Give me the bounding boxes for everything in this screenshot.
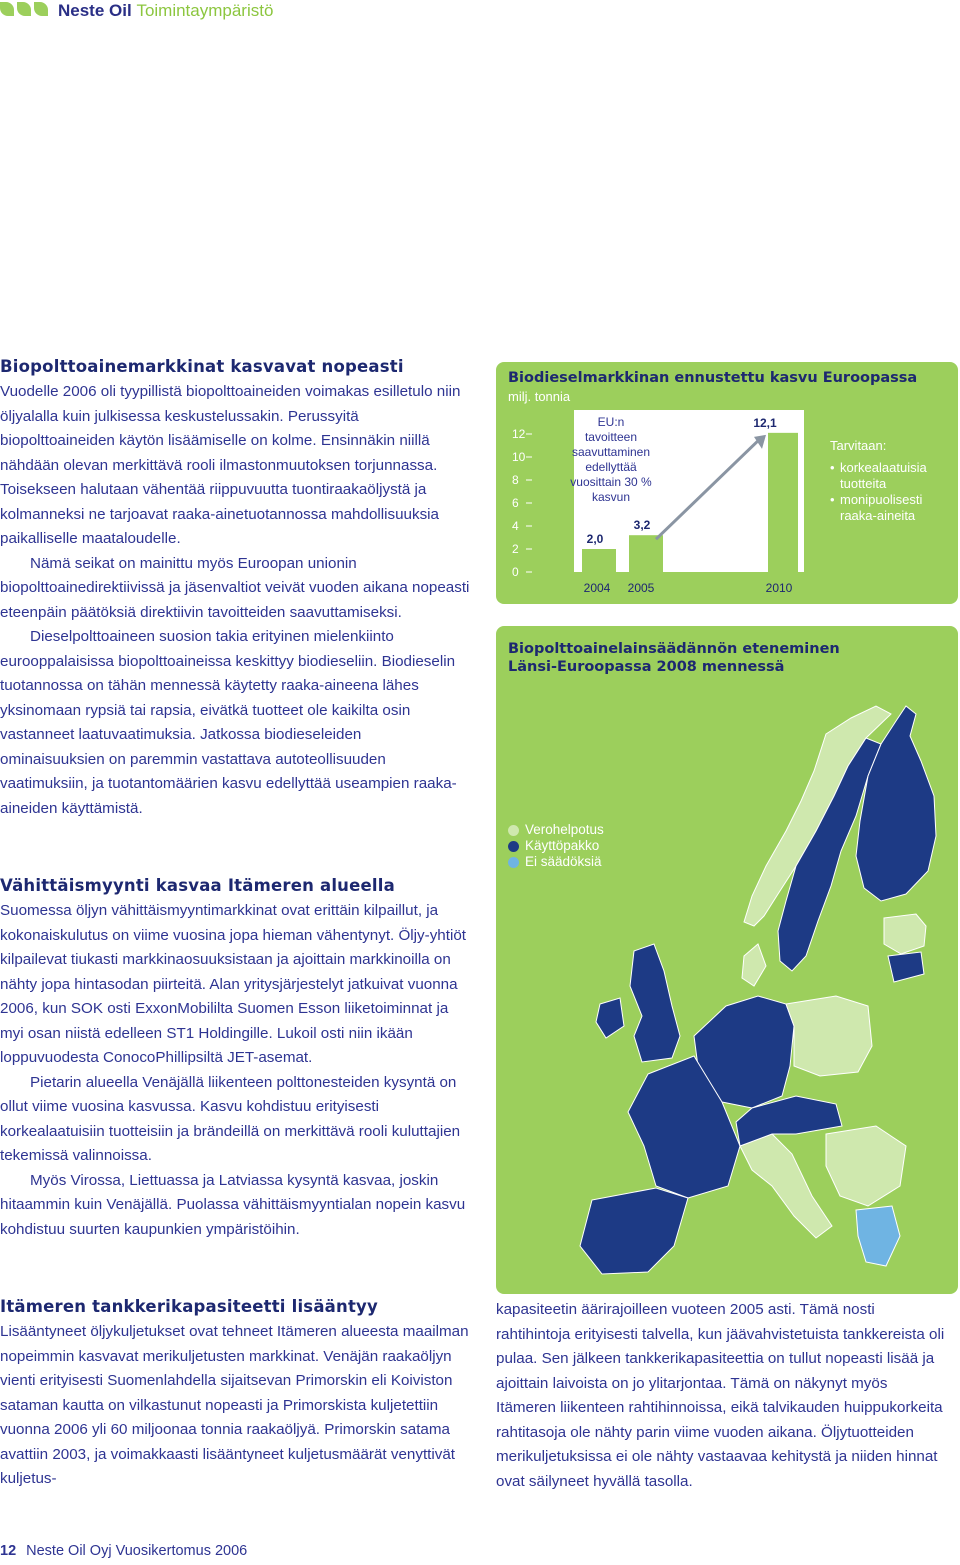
map-greece — [856, 1206, 900, 1266]
needs-item: • monipuolisesti raaka-aineita — [830, 492, 927, 524]
bar-2010 — [768, 433, 798, 572]
paragraph: Vuodelle 2006 oli tyypillistä biopolttoaineiden voimakas esilletulo niin öljyalalla kuin julkisessa keskustelussakin. Perussyitä biopolttoaineiden käytön lisäämiselle on kolme. Ensinnäkin niillä nähdään olevan merkittävä rooli ilmastonmuutoksen torjunnassa. Toisekseen halutaan vähentää riippuvuutta tuontiraakaöljystä ja kolmanneksi ne tarjoavat raaka-ainetuotannossa mahdollisuuksia paikalliselle maataloudelle. — [0, 383, 461, 547]
map-panel — [496, 626, 958, 1294]
chart-annotation: tavoitteen — [584, 430, 638, 444]
needs-title: Tarvitaan: — [830, 438, 887, 453]
chart-annotation: saavuttaminen — [571, 445, 651, 459]
y-tick-label: 12 — [512, 427, 526, 441]
map-ireland — [596, 998, 624, 1038]
section-tankers-continued — [496, 1298, 946, 1494]
chart-annotation: EU:n — [597, 415, 625, 429]
map-denmark — [742, 944, 766, 986]
y-tick-label: 2 — [512, 542, 519, 556]
chart-title: Biodieselmarkkinan ennustettu kasvu Euroopassa — [508, 370, 918, 386]
europe-map — [496, 626, 958, 1294]
legend-item: Ei säädöksiä — [508, 854, 604, 870]
map-baltics — [884, 914, 926, 954]
bar-value-label: 12,1 — [753, 415, 777, 430]
section-retail — [0, 876, 470, 1242]
legend-item: Verohelpotus — [508, 822, 604, 838]
map-poland — [786, 996, 872, 1076]
map-title: Biopolttoainelainsäädännön eteneminen Länsi-Euroopassa 2008 mennessä — [508, 641, 840, 675]
chart-annotation: edellyttää — [585, 460, 637, 474]
paragraph: kapasiteetin äärirajoilleen vuoteen 2005 asti. Tämä nosti rahtihintoja erityisesti talvella, kun jäävahvistetuista tankkereista oli pulaa. Sen jälkeen tankkerikapasiteettia on tullut nopeasti lisää ja ajoittain laivoista on jo ylitarjontaa. Tämä on näkynyt myös Itämeren liikenteen rahtihinnoissa, eikä talvikauden huippukorkeita rahtitasoja ole nähty parin viime vuoden aikana. Öljytuotteiden merikuljetuksissa ei ole nähty vastaavaa kehitystä ja niiden hinnat ovat säilyneet hyvällä tasolla. — [496, 1301, 945, 1490]
paragraph: Lisääntyneet öljykuljetukset ovat tehneet Itämeren alueesta maailman nopeimmin kasvavat merikuljetusten markkinat. Venäjän raakaöljyn vienti erityisesti Suomenlahdella sijaitsevan Primorskin eli Koiviston sataman kautta on vilkastunut nopeasti ja Primorskista kuljetettiin vuonna 2006 yli 60 miljoonaa tonnia raakaöljyä. Primorskin satama avattiin 2003, ja voimakkaasti lisääntyneet kuljetusmäärät venyttivät kuljetus- — [0, 1323, 469, 1487]
chart-annotation: kasvun — [591, 490, 631, 504]
page-header — [0, 0, 960, 24]
section-name: Toimintaympäristö — [136, 1, 274, 20]
map-balkans — [826, 1126, 906, 1206]
paragraph: Myös Virossa, Liettuassa ja Latviassa kysyntä kasvaa, joskin hitaammin kuin Venäjällä. Puolassa vähittäismyyntialan nopein kasvu kohdistuu suurten kaupunkien ympäristöihin. — [0, 1171, 466, 1238]
map-iberia — [580, 1188, 688, 1274]
x-tick-label: 2004 — [583, 581, 611, 595]
x-tick-label: 2005 — [627, 581, 655, 595]
chart-unit: milj. tonnia — [508, 389, 571, 404]
paragraph: Nämä seikat on mainittu myös Euroopan unionin biopolttoainedirektiivissä ja jäsenvaltiot veivät vuoden aikana nopeasti eteenpäin päätöksiä direktiivin tavoitteiden saavuttamiseksi. — [0, 554, 470, 621]
paragraph: Suomessa öljyn vähittäismyyntimarkkinat ovat erittäin kilpaillut, ja kokonaiskulutus on viime vuosina jopa hieman vähentynyt. Öljy-yhtiöt kilpailevat tiukasti markkinaosuuksistaan ja ajoittain markkinoilla on nähty jopa hintasodan piirteitä. Alan yritysjärjestelyt jatkuivat vuonna 2006, kun SOK osti ExxonMobililta Suomen Esson liiketoiminnat ja myi osan niistä edelleen ST1 Holdingille. Lukoil osti niin ikään loppuvuodesta ConocoPhillipsiltä JET-asemat. — [0, 902, 466, 1066]
section-biofuels — [0, 357, 470, 821]
page-footer — [0, 1543, 247, 1559]
bar-value-label: 2,0 — [586, 532, 604, 546]
y-tick-label: 0 — [512, 565, 519, 579]
needs-item: • korkealaatuisia tuotteita — [830, 460, 927, 492]
paragraph: Pietarin alueella Venäjällä liikenteen polttonesteiden kysyntä on ollut viime vuosina kasvussa. Kasvu kohdistuu erityisesti korkealaatuisiin tuotteisiin ja brändeillä on merkittävä rooli kuluttajien tekemissä valinnoissa. — [0, 1073, 461, 1164]
logo-icon — [0, 2, 48, 16]
x-tick-label: 2010 — [765, 581, 793, 595]
y-tick-label: 4 — [512, 519, 519, 533]
y-tick-label: 10 — [512, 450, 526, 464]
map-uk — [630, 944, 680, 1062]
section-title: Biopolttoainemarkkinat kasvavat nopeasti — [0, 357, 404, 376]
section-title: Itämeren tankkerikapasiteetti lisääntyy — [0, 1297, 378, 1316]
map-lithuania — [888, 952, 924, 982]
bar-2004 — [582, 549, 616, 572]
bar-2005 — [629, 535, 663, 572]
legend-item: Käyttöpakko — [508, 838, 604, 854]
needs-list — [830, 438, 927, 524]
page-number: 12 — [0, 1543, 17, 1559]
header-title — [58, 1, 273, 21]
y-tick-label: 6 — [512, 496, 519, 510]
section-tankers — [0, 1297, 470, 1492]
brand-name: Neste Oil — [58, 1, 132, 20]
chart-annotation: vuosittain 30 % — [570, 475, 652, 489]
bar-value-label: 3,2 — [633, 518, 651, 533]
footer-text: Neste Oil Oyj Vuosikertomus 2006 — [26, 1543, 248, 1559]
paragraph: Dieselpolttoaineen suosion takia erityinen mielenkiinto eurooppalaisissa biopolttoaineissa keskittyy biodieseliin. Biodieselin tuotannossa on tähän mennessä käytetty raaka-aineena lähes yksinomaan rypsiä tai rapsia, eivätkä tuotteet ole kaikilta osin vastanneet laatuvaatimuksia. Jatkossa biodieseleiden ominaisuuksien on paremmin vastattava autoteollisuuden vaatimuksiin, ja tuotantomäärien kasvu edellyttää useampien raaka-aineiden käyttämistä. — [0, 628, 457, 817]
section-title: Vähittäismyynti kasvaa Itämeren alueella — [0, 876, 395, 895]
map-italy — [740, 1134, 832, 1238]
y-tick-label: 8 — [512, 473, 519, 487]
